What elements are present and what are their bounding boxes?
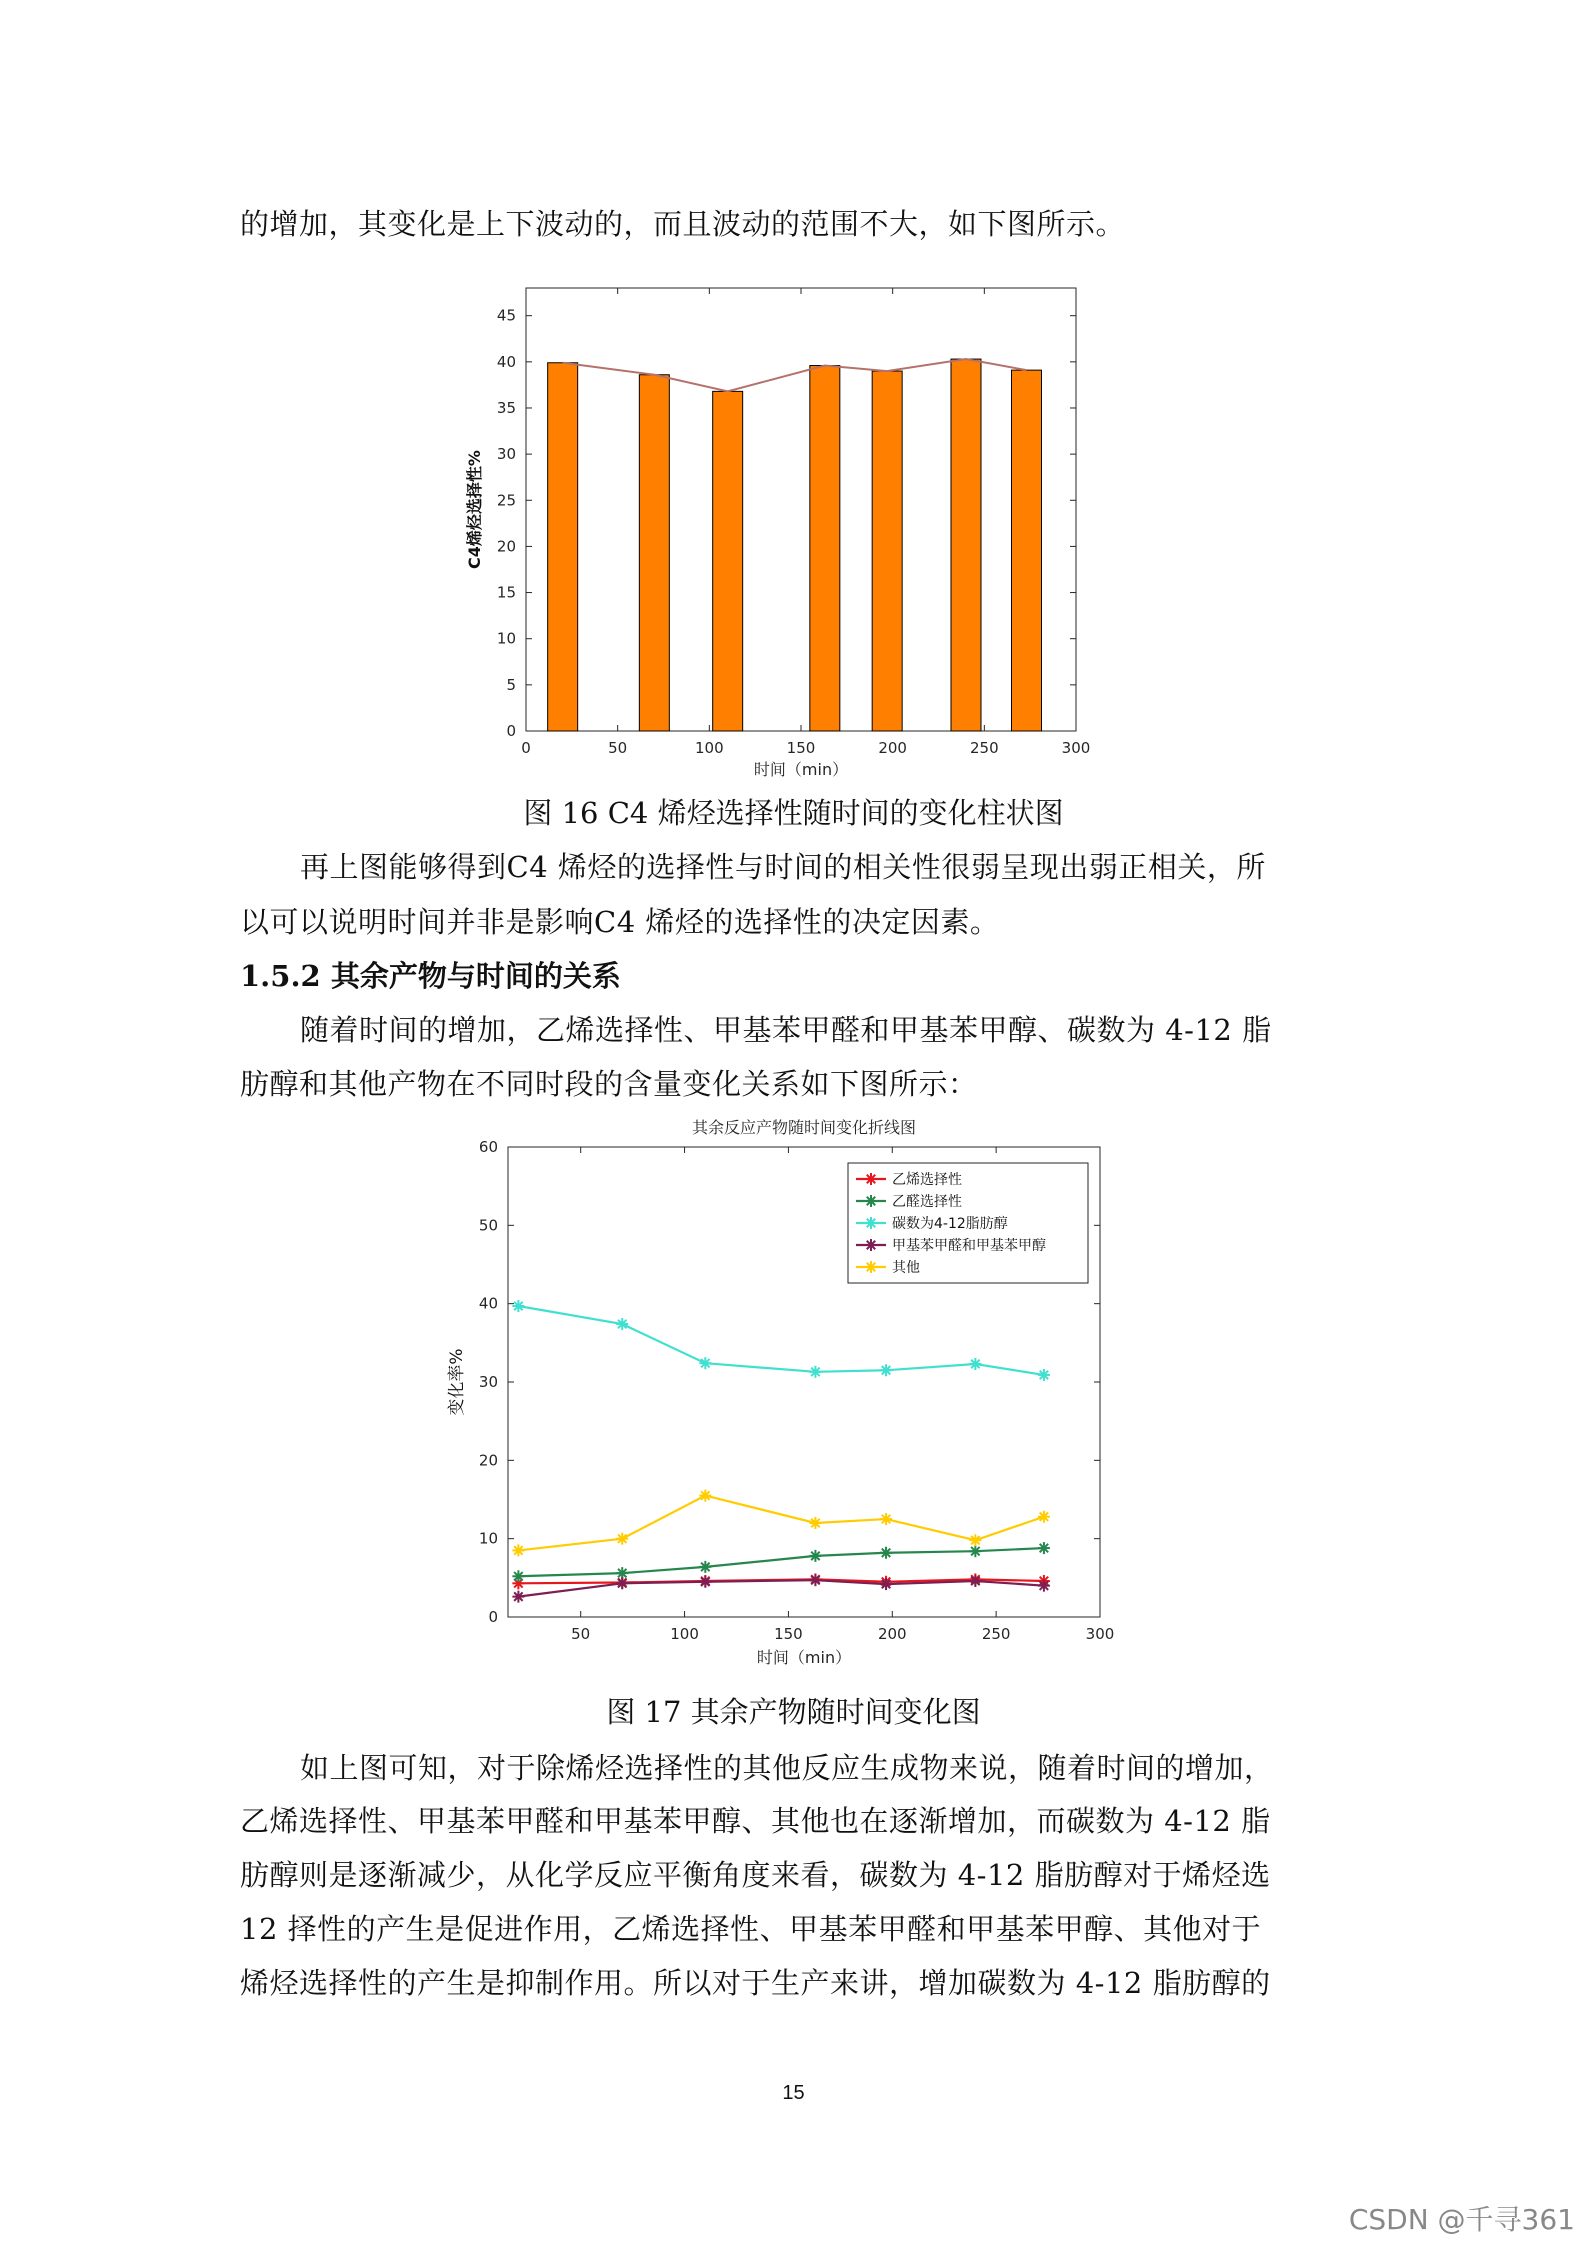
data-point [616,1533,628,1545]
data-point [809,1517,821,1529]
data-point [969,1545,981,1557]
y-tick-label: 45 [496,306,516,325]
y-tick-label: 25 [496,491,516,510]
bar [1012,370,1042,731]
paragraph-line: 随着时间的增加，乙烯选择性、甲基苯甲醛和甲基苯甲醇、碳数为 4-12 脂 [300,1013,1272,1047]
paragraph-line: 肪醇和其他产物在不同时段的含量变化关系如下图所示： [240,1067,978,1101]
data-point [1038,1580,1050,1592]
bar [639,375,669,731]
data-point [969,1358,981,1370]
data-point [969,1534,981,1546]
data-point [809,1366,821,1378]
data-point [880,1547,892,1559]
legend-entry: 其他 [892,1260,920,1276]
data-point [880,1578,892,1590]
y-axis-label: 变化率% [447,1348,467,1416]
y-tick-label: 40 [496,352,516,371]
x-tick-label: 250 [981,1625,1011,1643]
y-tick-label: 30 [478,1373,498,1391]
chart-title: 其余反应产物随时间变化折线图 [691,1118,917,1137]
x-tick-label: 200 [878,739,907,757]
y-axis-label: C4烯烃选择性% [465,450,484,569]
x-tick-label: 50 [571,1625,591,1643]
data-point [880,1513,892,1525]
paragraph-line: 乙烯选择性、甲基苯甲醛和甲基苯甲醇、其他也在逐渐增加，而碳数为 4-12 脂 [240,1804,1271,1838]
bar [951,359,981,731]
paragraph-line: 烯烃选择性的产生是抑制作用。所以对于生产来讲，增加碳数为 4-12 脂肪醇的 [240,1966,1271,2000]
legend-marker [865,1173,877,1185]
x-tick-label: 100 [670,1625,699,1643]
y-tick-label: 5 [506,675,516,694]
x-tick-label: 300 [1061,739,1091,757]
paragraph-line: 的增加，其变化是上下波动的，而且波动的范围不大，如下图所示。 [240,207,1126,241]
y-tick-label: 10 [496,629,516,648]
y-tick-label: 60 [478,1138,498,1156]
data-point [969,1575,981,1587]
y-tick-label: 10 [478,1529,498,1548]
y-tick-label: 20 [496,537,516,556]
data-point [616,1577,628,1589]
data-point [1038,1542,1050,1554]
data-point [699,1561,711,1573]
plot-area [526,288,1076,731]
x-axis-label: 时间（min） [753,760,849,779]
bar-chart-c4-selectivity [440,280,1110,790]
data-point [512,1544,524,1556]
figure-caption-16: 图 16 C4 烯烃选择性随时间的变化柱状图 [523,796,1064,830]
y-tick-label: 0 [506,722,516,740]
data-point [512,1300,524,1312]
legend-entry: 乙烯选择性 [892,1172,962,1188]
legend-marker [865,1195,877,1207]
data-point [512,1591,524,1603]
x-tick-label: 250 [970,739,999,757]
x-tick-label: 150 [774,1625,803,1643]
legend-entry: 甲基苯甲醛和甲基苯甲醇 [892,1238,1046,1254]
y-tick-label: 35 [496,398,516,417]
data-point [880,1364,892,1376]
y-tick-label: 40 [478,1294,498,1313]
x-tick-label: 150 [786,739,816,757]
bar [713,391,743,731]
data-point [512,1570,524,1582]
figure-caption-17: 图 17 其余产物随时间变化图 [606,1695,981,1729]
bar [872,371,902,731]
paragraph-line: 肪醇则是逐渐减少，从化学反应平衡角度来看，碳数为 4-12 脂肪醇对于烯烃选 [240,1858,1271,1892]
data-point [699,1357,711,1369]
x-axis-label: 时间（min） [756,1648,852,1667]
data-point [1038,1369,1050,1381]
data-point [1038,1511,1050,1523]
legend-marker [865,1239,877,1251]
line-chart-other-products [430,1105,1130,1685]
y-tick-label: 15 [496,583,516,602]
x-tick-label: 100 [695,739,724,757]
data-point [809,1574,821,1586]
bar [810,366,840,731]
data-point [699,1576,711,1588]
y-tick-label: 0 [488,1608,498,1626]
x-tick-label: 0 [521,739,531,757]
paragraph-line: 12 择性的产生是促进作用，乙烯选择性、甲基苯甲醛和甲基苯甲醇、其他对于 [240,1912,1262,1946]
y-tick-label: 20 [478,1451,498,1470]
data-point [809,1550,821,1562]
data-point [699,1490,711,1502]
y-tick-label: 30 [496,445,516,464]
x-tick-label: 50 [608,739,628,757]
legend-marker [865,1217,877,1229]
data-point [616,1318,628,1330]
legend-marker [865,1261,877,1273]
y-tick-label: 50 [478,1216,498,1235]
paragraph-line: 如上图可知，对于除烯烃选择性的其他反应生成物来说，随着时间的增加， [300,1751,1274,1785]
x-tick-label: 200 [877,1625,907,1643]
page-number: 15 [782,2082,805,2104]
paragraph-line: 再上图能够得到C4 烯烃的选择性与时间的相关性很弱呈现出弱正相关，所 [300,850,1266,884]
section-heading: 1.5.2 其余产物与时间的关系 [240,959,621,993]
legend-entry: 乙醛选择性 [892,1194,962,1210]
x-tick-label: 300 [1085,1625,1115,1643]
paragraph-line: 以可以说明时间并非是影响C4 烯烃的选择性的决定因素。 [240,905,1000,939]
legend-entry: 碳数为4-12脂肪醇 [892,1216,1008,1232]
watermark: CSDN @千寻361 [1348,2203,1575,2236]
bar [548,363,578,731]
